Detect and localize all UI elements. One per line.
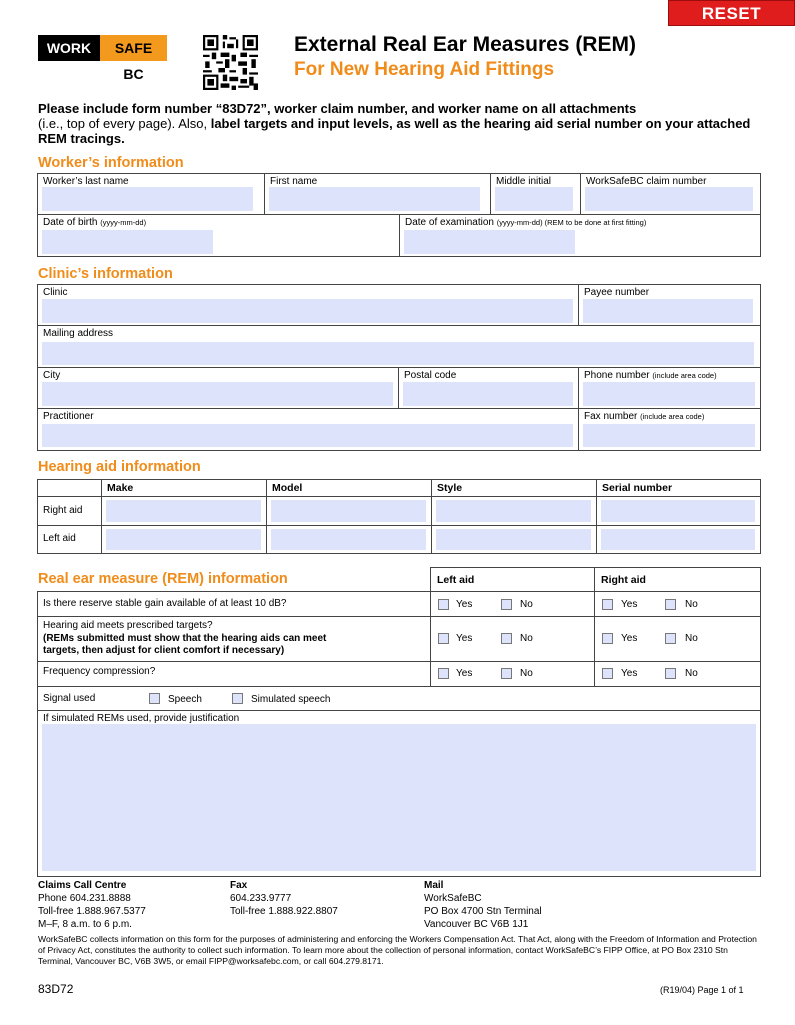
- rem-question-cell: [38, 617, 431, 662]
- dob-label: [43, 217, 146, 228]
- instructions-line-1: Please include form number “83D72”, worker claim number, and worker name on all attachments: [38, 101, 637, 116]
- clinic-section-heading: Clinic’s information: [38, 266, 173, 282]
- privacy-notice: WorkSafeBC collects information on this form for the purposes of administering and enforcing the Workers Compensation Act. That Act, along with the Freedom of Information and Protection of Privacy Act, constitutes the authority to collect such information. To learn more about the collection of personal information, contact WorkSafeBC’s FIPP Office, at PO Box 2310 Stn Terminal, Vancouver BC, V6B 3W5, or email FIPP@worksafebc.com, or call 604.279.8171.: [38, 934, 757, 966]
- rem-answer-cell: [431, 592, 595, 617]
- phone-label: [584, 370, 717, 381]
- table-cell: [432, 497, 597, 526]
- form-subtitle: For New Hearing Aid Fittings: [294, 59, 555, 80]
- q1-left-no-checkbox[interactable]: [501, 599, 512, 610]
- q2-left-no-checkbox[interactable]: [501, 633, 512, 644]
- signal-used-row: [38, 687, 760, 711]
- worker-section: [37, 173, 761, 257]
- fax-title: Fax: [230, 880, 248, 891]
- claims-tollfree: Toll-free 1.888.967.5377: [38, 906, 146, 917]
- q3-left-yes-checkbox[interactable]: [438, 668, 449, 679]
- middle-initial-cell: [491, 174, 581, 215]
- clinic-cell: [38, 285, 579, 326]
- worksafebc-logo: [38, 35, 167, 82]
- col-header: [432, 480, 597, 497]
- rem-header-row: [430, 567, 761, 591]
- first-name-label: First name: [270, 176, 318, 187]
- rem-q2-note: targets, then adjust for client comfort if necessary): [43, 645, 285, 656]
- phone-hint: (include area code): [652, 371, 717, 380]
- logo-safebc: [100, 35, 167, 82]
- divider: [594, 568, 595, 592]
- fax-contact: [230, 879, 338, 918]
- clinic-section: [37, 284, 761, 451]
- q3-left-no-checkbox[interactable]: [501, 668, 512, 679]
- table-cell: [102, 526, 267, 553]
- fax-input[interactable]: [583, 424, 755, 447]
- right-make-input[interactable]: [106, 500, 261, 522]
- fax-text: Fax number: [584, 411, 638, 422]
- q2-right-yes-checkbox[interactable]: [602, 633, 613, 644]
- last-name-label: Worker’s last name: [43, 176, 129, 187]
- logo-bc: BC: [123, 66, 144, 82]
- row-label-cell: [38, 497, 102, 526]
- rem-q1-label: Is there reserve stable gain available of at least 10 dB?: [43, 598, 287, 609]
- no-label: No: [685, 668, 698, 679]
- no-label: No: [520, 668, 533, 679]
- rem-answer-cell: [431, 617, 595, 662]
- speech-checkbox[interactable]: [149, 693, 160, 704]
- city-cell: [38, 368, 399, 409]
- exam-date-text: Date of examination: [405, 217, 494, 228]
- row-left-aid: Left aid: [43, 533, 76, 544]
- rem-q2-note: (REMs submitted must show that the hearing aids can meet: [43, 633, 327, 644]
- rem-answer-cell: [595, 617, 760, 662]
- signal-used-label: Signal used: [43, 693, 96, 704]
- table-cell: [597, 526, 760, 553]
- yes-label: Yes: [621, 668, 638, 679]
- claim-number-cell: [581, 174, 760, 215]
- mailing-label: Mailing address: [43, 328, 114, 339]
- dob-input[interactable]: [42, 230, 213, 254]
- justification-cell: [38, 711, 760, 876]
- no-label: No: [685, 599, 698, 610]
- clinic-input[interactable]: [42, 299, 573, 323]
- city-label: City: [43, 370, 61, 381]
- exam-date-hint: (yyyy-mm-dd) (REM to be done at first fitting): [496, 218, 647, 227]
- q2-right-no-checkbox[interactable]: [665, 633, 676, 644]
- left-model-input[interactable]: [271, 529, 426, 550]
- dob-hint: (yyyy-mm-dd): [100, 218, 147, 227]
- reset-button[interactable]: RESET: [668, 0, 795, 26]
- col-style: Style: [437, 482, 463, 494]
- row-label-cell: [38, 526, 102, 553]
- claim-number-label: WorkSafeBC claim number: [586, 176, 707, 187]
- q3-right-no-checkbox[interactable]: [665, 668, 676, 679]
- postal-cell: [399, 368, 579, 409]
- rem-right-aid-header: Right aid: [601, 574, 646, 586]
- left-style-input[interactable]: [436, 529, 591, 550]
- hearing-aid-corner: [38, 480, 102, 497]
- rem-section-heading: Real ear measure (REM) information: [38, 571, 288, 587]
- rem-answer-cell: [595, 592, 760, 617]
- col-serial: Serial number: [602, 482, 673, 494]
- mailing-cell: [38, 326, 760, 368]
- simulated-speech-label: Simulated speech: [251, 694, 331, 705]
- q1-right-yes-checkbox[interactable]: [602, 599, 613, 610]
- claims-phone: Phone 604.231.8888: [38, 893, 131, 904]
- instructions-line-2: (i.e., top of every page). Also,: [38, 116, 208, 131]
- phone-text: Phone number: [584, 370, 650, 381]
- payee-label: Payee number: [584, 287, 650, 298]
- fax-phone: 604.233.9777: [230, 893, 292, 904]
- instructions-line-3: label targets and input levels, as well as the hearing aid serial number on your attached REM tracings.: [38, 116, 751, 146]
- table-cell: [597, 497, 760, 526]
- rem-left-aid-header: Left aid: [437, 574, 475, 586]
- worker-section-heading: Worker’s information: [38, 155, 184, 171]
- justification-label: If simulated REMs used, provide justification: [43, 713, 240, 724]
- rem-question-cell: [38, 592, 431, 617]
- mail-contact: [424, 879, 542, 931]
- claims-title: Claims Call Centre: [38, 880, 127, 891]
- mail-title: Mail: [424, 880, 444, 891]
- phone-input[interactable]: [583, 382, 755, 406]
- q2-left-yes-checkbox[interactable]: [438, 633, 449, 644]
- mail-line-2: PO Box 4700 Stn Terminal: [424, 906, 542, 917]
- table-cell: [267, 497, 432, 526]
- exam-date-input[interactable]: [404, 230, 575, 254]
- col-header: [267, 480, 432, 497]
- postal-input[interactable]: [403, 382, 573, 406]
- revision-page: (R19/04) Page 1 of 1: [660, 985, 744, 995]
- qr-code-icon: [203, 35, 258, 90]
- practitioner-label: Practitioner: [43, 411, 94, 422]
- postal-label: Postal code: [404, 370, 457, 381]
- table-cell: [102, 497, 267, 526]
- practitioner-input[interactable]: [42, 424, 573, 447]
- right-style-input[interactable]: [436, 500, 591, 522]
- fax-hint: (include area code): [640, 412, 705, 421]
- last-name-input[interactable]: [42, 187, 253, 211]
- city-input[interactable]: [42, 382, 393, 406]
- middle-initial-input[interactable]: [495, 187, 573, 211]
- mail-line-3: Vancouver BC V6B 1J1: [424, 919, 529, 930]
- no-label: No: [520, 633, 533, 644]
- phone-cell: [579, 368, 760, 409]
- col-make: Make: [107, 482, 134, 494]
- form-number: 83D72: [38, 982, 74, 996]
- q3-right-yes-checkbox[interactable]: [602, 668, 613, 679]
- table-cell: [432, 526, 597, 553]
- rem-answer-cell: [431, 662, 595, 687]
- q1-right-no-checkbox[interactable]: [665, 599, 676, 610]
- yes-label: Yes: [621, 633, 638, 644]
- row-right-aid: Right aid: [43, 505, 83, 516]
- rem-table: [37, 591, 761, 877]
- middle-initial-label: Middle initial: [496, 176, 552, 187]
- yes-label: Yes: [621, 599, 638, 610]
- hearing-aid-section-heading: Hearing aid information: [38, 459, 201, 475]
- dob-text: Date of birth: [43, 217, 98, 228]
- hearing-aid-table: [37, 479, 761, 554]
- first-name-input[interactable]: [269, 187, 480, 211]
- speech-label: Speech: [168, 694, 202, 705]
- first-name-cell: [265, 174, 491, 215]
- last-name-cell: [38, 174, 265, 215]
- no-label: No: [520, 599, 533, 610]
- mail-line-1: WorkSafeBC: [424, 893, 482, 904]
- rem-question-cell: [38, 662, 431, 687]
- rem-answer-cell: [595, 662, 760, 687]
- logo-work: WORK: [38, 35, 100, 61]
- logo-safe: SAFE: [114, 40, 153, 56]
- practitioner-cell: [38, 409, 579, 450]
- dob-cell: [38, 215, 400, 256]
- simulated-speech-checkbox[interactable]: [232, 693, 243, 704]
- right-model-input[interactable]: [271, 500, 426, 522]
- no-label: No: [685, 633, 698, 644]
- justification-textarea[interactable]: [42, 724, 756, 871]
- col-header: [102, 480, 267, 497]
- mailing-input[interactable]: [42, 342, 754, 365]
- table-cell: [267, 526, 432, 553]
- payee-input[interactable]: [583, 299, 753, 323]
- clinic-label: Clinic: [43, 287, 68, 298]
- yes-label: Yes: [456, 633, 473, 644]
- fax-cell: [579, 409, 760, 450]
- yes-label: Yes: [456, 668, 473, 679]
- yes-label: Yes: [456, 599, 473, 610]
- fax-label: [584, 411, 704, 422]
- claims-contact: [38, 879, 146, 931]
- form-title: External Real Ear Measures (REM): [294, 33, 636, 56]
- col-header: [597, 480, 760, 497]
- claims-hours: M–F, 8 a.m. to 6 p.m.: [38, 919, 132, 930]
- left-serial-input[interactable]: [601, 529, 755, 550]
- left-make-input[interactable]: [106, 529, 261, 550]
- right-serial-input[interactable]: [601, 500, 755, 522]
- rem-q2-label: Hearing aid meets prescribed targets?: [43, 620, 213, 631]
- instructions: [38, 101, 758, 146]
- col-model: Model: [272, 482, 303, 494]
- claim-number-input[interactable]: [585, 187, 753, 211]
- fax-tollfree: Toll-free 1.888.922.8807: [230, 906, 338, 917]
- payee-cell: [579, 285, 760, 326]
- exam-date-label: [405, 217, 646, 228]
- exam-date-cell: [400, 215, 760, 256]
- q1-left-yes-checkbox[interactable]: [438, 599, 449, 610]
- rem-q3-label: Frequency compression?: [43, 666, 156, 677]
